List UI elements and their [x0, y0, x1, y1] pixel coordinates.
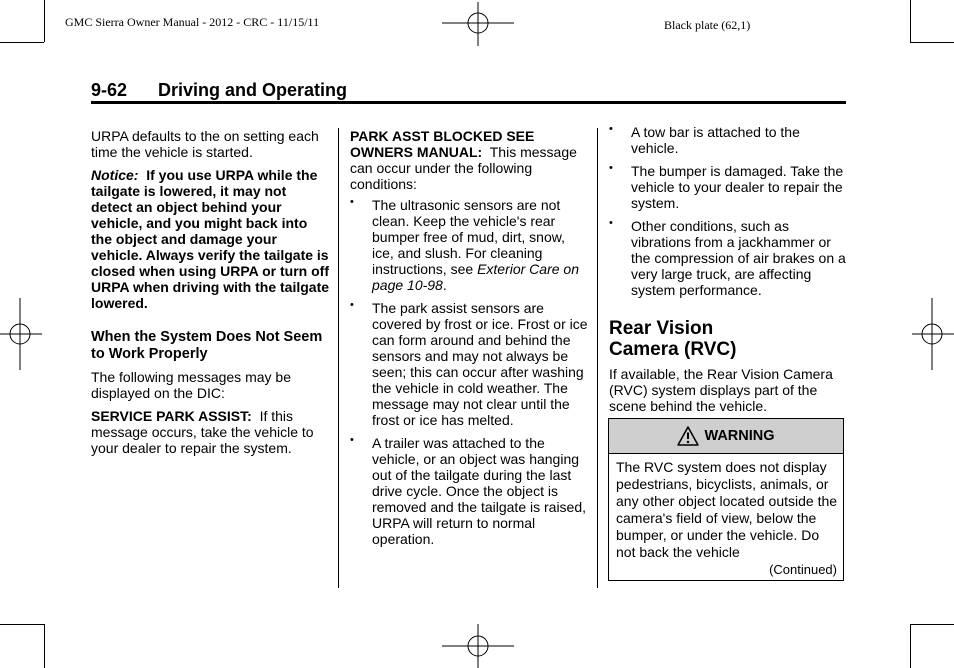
registration-mark-top: [442, 2, 514, 46]
list-item-text: .: [442, 277, 447, 293]
column-divider: [338, 128, 339, 588]
registration-mark-left: [0, 298, 42, 370]
section-heading: [609, 318, 847, 360]
list-item: [609, 163, 847, 211]
running-header-left: GMC Sierra Owner Manual - 2012 - CRC - 11/15/11: [65, 15, 320, 29]
header-rule: [91, 101, 846, 104]
paragraph: The following messages may be displayed on the DIC:: [91, 369, 291, 401]
list-item-text: A tow bar is attached to the vehicle.: [631, 124, 800, 156]
list-item: [609, 218, 847, 298]
crop-mark: [910, 0, 911, 42]
subheading: When the System Does Not Seem to Work Properly: [91, 329, 323, 362]
crop-mark: [0, 42, 44, 43]
list-item: [350, 197, 588, 293]
crop-mark: [44, 624, 45, 668]
condition-list: [609, 124, 847, 298]
list-item-text: The park assist sensors are covered by frost or ice. Frost or ice can form around and behind the sensors and may not always be seen; this can occur after washing the vehicle in cold weather. The message may not clear until the frost or ice has melted.: [372, 300, 588, 428]
running-header-right: Black plate (62,1): [664, 18, 751, 32]
list-item: [350, 435, 588, 547]
crop-mark: [910, 624, 954, 625]
notice-label: Notice:: [91, 167, 139, 183]
page-header: [91, 80, 347, 101]
list-item-text: The bumper is damaged. Take the vehicle to your dealer to repair the system.: [631, 163, 844, 211]
dic-message-label: PARK ASST BLOCKED SEE OWNERS MANUAL:: [350, 128, 535, 160]
dic-message: [91, 408, 329, 456]
paragraph: URPA defaults to the on setting each time the vehicle is started.: [91, 128, 319, 160]
page-number: 9-62: [91, 80, 128, 100]
crop-mark: [910, 42, 954, 43]
list-item-text: The ultrasonic sensors are not clean. Keep the vehicle's rear bumper free of mud, dirt, snow, ice, and slush. For cleaning instructions, see: [372, 197, 565, 277]
dic-message-text: This message can occur under the following conditions:: [350, 144, 577, 192]
notice: [91, 167, 329, 311]
column-divider: [597, 128, 598, 588]
notice-text: If you use URPA while the tailgate is lowered, it may not detect an object behind your vehicle, and you might back into the object and damage your vehicle. Always verify the tailgate is closed when using URPA or turn off URPA when driving with the tailgate lowered.: [91, 167, 330, 311]
bullet: •: [609, 217, 613, 229]
section-heading-line: Camera (RVC): [609, 339, 737, 360]
bullet: •: [350, 434, 354, 446]
dic-message: [350, 128, 588, 192]
warning-header: [609, 419, 843, 454]
crop-mark: [44, 0, 45, 42]
column-2: [350, 128, 588, 547]
warning-label: WARNING: [704, 428, 775, 444]
page-title: Driving and Operating: [158, 80, 348, 100]
bullet: •: [609, 162, 613, 174]
list-item-text: Other conditions, such as vibrations from a jackhammer or the compression of air brakes on a very large truck, are affecting system performance.: [631, 218, 846, 298]
bullet: •: [350, 196, 354, 208]
paragraph: If available, the Rear Vision Camera (RVC) system displays part of the scene behind the vehicle.: [609, 366, 833, 414]
registration-mark-bottom: [442, 624, 514, 668]
list-item-text: A trailer was attached to the vehicle, or an object was hanging out of the tailgate during the last drive cycle. Once the object is removed and the tailgate is raised, URPA will return to normal operation.: [372, 435, 587, 547]
bullet: •: [609, 123, 613, 135]
column-3: [609, 124, 847, 414]
dic-message-label: SERVICE PARK ASSIST:: [91, 408, 252, 424]
crop-mark: [910, 624, 911, 668]
crop-mark: [0, 624, 44, 625]
warning-triangle-icon: [677, 426, 699, 446]
list-item: [609, 124, 847, 156]
section-heading-line: Rear Vision: [609, 318, 714, 339]
dic-message-text: If this message occurs, take the vehicle to your dealer to repair the system.: [91, 408, 314, 456]
condition-list: [350, 197, 588, 547]
list-item: [350, 300, 588, 428]
registration-mark-right: [912, 298, 954, 370]
column-1: [91, 128, 329, 456]
continued-label: (Continued): [769, 562, 837, 577]
warning-text: The RVC system does not display pedestrians, bicyclists, animals, or any other object located outside the camera's field of view, below the bumper, or under the vehicle. Do not back the vehicle: [616, 459, 838, 560]
warning-box: [608, 418, 844, 581]
bullet: •: [350, 299, 354, 311]
cross-reference-link[interactable]: Exterior Care on page 10-98: [372, 261, 579, 293]
